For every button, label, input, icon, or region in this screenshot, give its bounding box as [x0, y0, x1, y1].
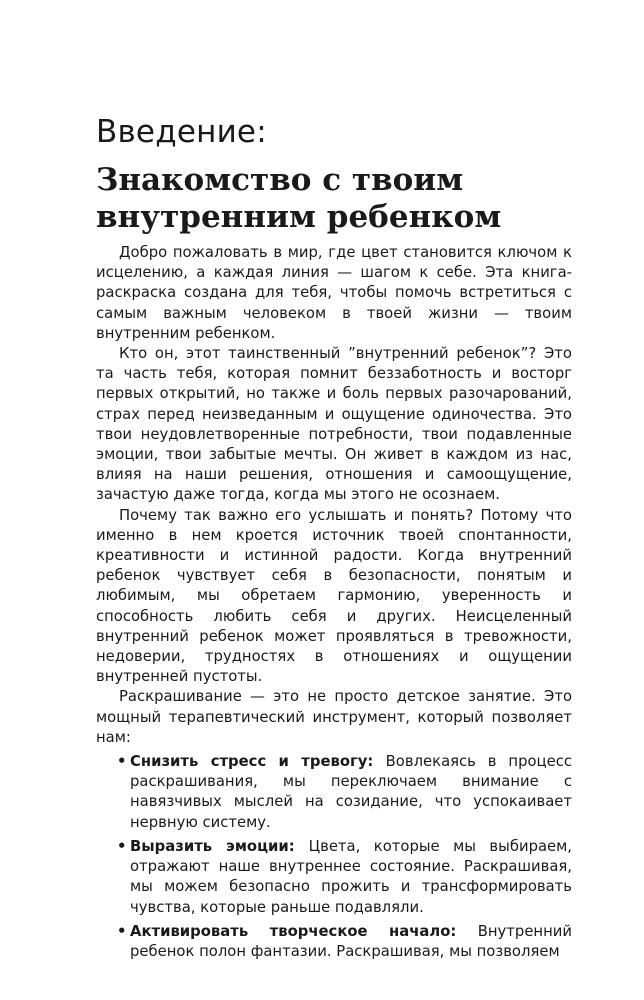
bullet-icon: •: [117, 753, 127, 771]
list-item: [117, 837, 572, 918]
bullet-icon: •: [117, 922, 127, 940]
list-item-text: Вовлекаясь в процесс раскрашивания, мы переключаем внимание с навязчивых мыслей на созидание, что успокаивает нервную систему.: [130, 753, 572, 831]
bullet-icon: •: [117, 837, 127, 855]
list-item-text: Цвета, которые мы выбираем, отражают наше внутреннее состояние. Раскрашивая, мы можем безопасно прожить и трансформировать чувства, которые раньше подавляли.: [130, 837, 572, 916]
list-item: [117, 752, 572, 833]
list-item-term: Выразить эмоции:: [130, 837, 309, 855]
chapter-label: Введение:: [96, 114, 267, 150]
list-item-text: Внутренний ребенок полон фантазии. Раскрашивая, мы позволяем: [130, 922, 572, 960]
list-item-term: Снизить стресс и тревогу:: [130, 753, 386, 771]
paragraph-coloring-intro: Раскрашивание — это не просто детское занятие. Это мощный терапевтический инструмент, который позволяет нам:: [96, 688, 572, 746]
list-item: [117, 922, 572, 962]
chapter-title: Знакомство с твоим внутренним ребенком: [96, 162, 502, 235]
benefits-list: [96, 752, 572, 962]
paragraph-welcome: Добро пожаловать в мир, где цвет становится ключом к исцелению, а каждая линия — шагом к себе. Эта книга-раскраска создана для тебя, чтобы помочь встретиться с самым важным человеком в твоей жизни — твоим внутренним ребенком.: [96, 244, 572, 342]
paragraph-why-listen: Почему так важно его услышать и понять? Потому что именно в нем кроется источник твоей спонтанности, креативности и истинной радости. Когда внутренний ребенок чувствует себя в безопасности, понятым и любимым, мы обретаем гармонию, уверенность и способность любить себя и других. Неисцеленный внутренний ребенок может проявляться в тревожности, недоверии, трудностях в отношениях и ощущении внутренней пустоты.: [96, 506, 572, 686]
list-item-term: Активировать творческое начало:: [130, 922, 478, 940]
paragraph-who-is-inner-child: Кто он, этот таинственный ”внутренний ребенок”? Это та часть тебя, которая помнит беззаботность и восторг первых открытий, но также и боль первых разочарований, страх перед неизведанным и ощущение одиночества. Это твои неудовлетворенные потребности, твои подавленные эмоции, твои забытые мечты. Он живет в каждом из нас, влияя на наши решения, отношения и самоощущение, зачастую даже тогда, когда мы этого не осознаем.: [96, 345, 572, 504]
body-text: [96, 243, 572, 962]
